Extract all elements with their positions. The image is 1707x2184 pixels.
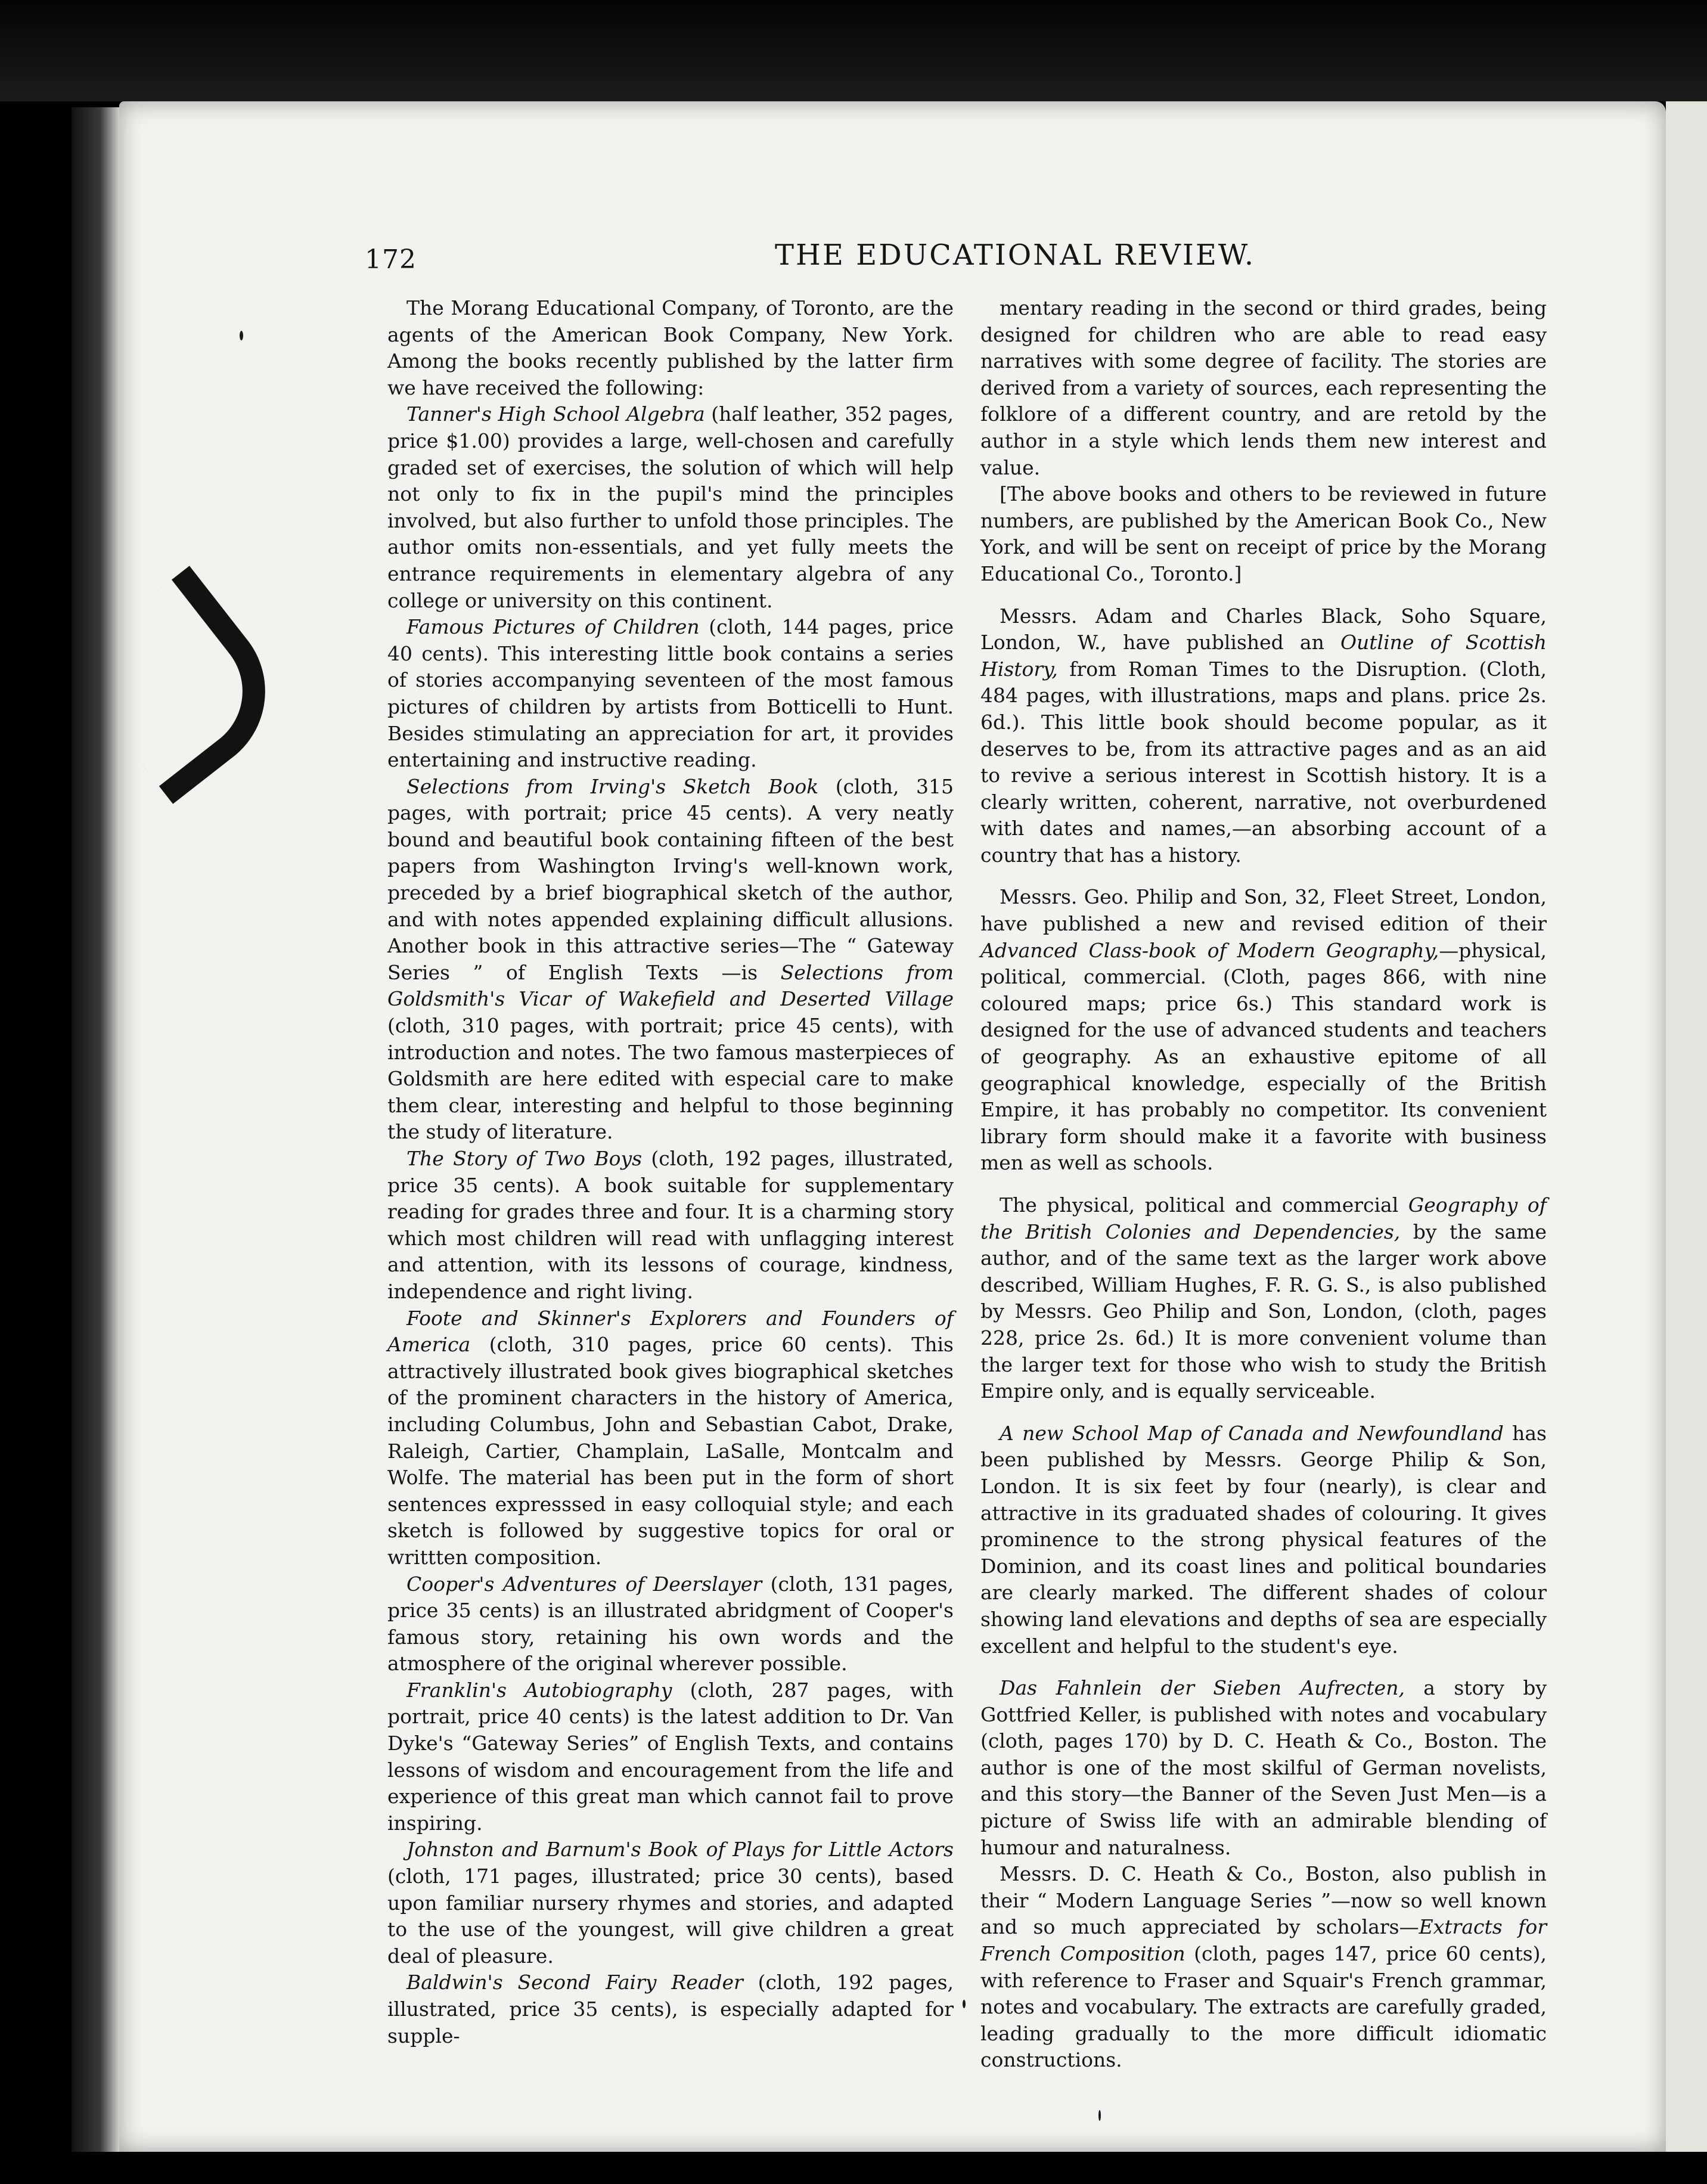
paragraph [980, 1420, 1547, 1659]
book-title: Selections from Goldsmith's Vicar of Wakefield and Deserted Village [387, 960, 954, 1011]
book-title: Cooper's Adventures of Deerslayer [406, 1572, 762, 1596]
paragraph [387, 295, 954, 401]
book-title: Foote and Skinner's Explorers and Founders of America [387, 1306, 954, 1357]
book-gutter-shadow [72, 107, 119, 2152]
book-title: A new School Map of Canada and Newfoundland [1000, 1421, 1504, 1445]
paragraph-text: The Morang Educational Company, of Toronto, are the agents of the American Book Company, New York. Among the books recently published by the latter firm we have received the following: [387, 296, 954, 399]
scan-speck [1098, 2110, 1101, 2121]
paragraph-text: by the same author, and of the same text as the larger work above described, William Hughes, F. R. G. S., is also published by Messrs. Geo Philip and Son, London, (cloth, pages 228, price 2s. 6d.) It is more convenient volume than the larger text for those who wish to study the British Empire only, and is equally serviceable. [980, 1220, 1547, 1403]
book-title: Selections from Irving's Sketch Book [406, 774, 819, 798]
book-title: Johnston and Barnum's Book of Plays for Little Actors [406, 1838, 954, 1862]
paragraph [387, 614, 954, 774]
paragraph [980, 884, 1547, 1177]
left-text-column [387, 295, 954, 2049]
book-title: Advanced Class-book of Modern Geography, [980, 938, 1439, 962]
paragraph [387, 1305, 954, 1571]
paragraph-text: [The above books and others to be reviewed in future numbers, are published by the American Book Co., New York, and will be sent on receipt of price by the Morang Educational Co., Toronto.] [980, 482, 1547, 585]
running-title: THE EDUCATIONAL REVIEW. [775, 238, 1256, 272]
paragraph [387, 774, 954, 1146]
paragraph [387, 1836, 954, 1969]
book-title: Extracts for French Composition [980, 1915, 1547, 1966]
book-title: Outline of Scottish History, [980, 631, 1547, 681]
paragraph [980, 1675, 1547, 1861]
paragraph-text: (cloth, 171 pages, illustrated; price 30 cents), based upon familiar nursery rhymes and stories, and adapted to the use of the youngest, will give children a great deal of pleasure. [387, 1865, 954, 1968]
paragraph-text: (cloth, pages 147, price 60 cents), with reference to Fraser and Squair's French grammar, notes and vocabulary. The extracts are carefully graded, leading gradually to the more difficult idiomatic constructions. [980, 1942, 1547, 2072]
book-title: The Story of Two Boys [406, 1147, 643, 1170]
paragraph [387, 1969, 954, 2049]
paragraph [980, 603, 1547, 869]
paragraph [387, 1677, 954, 1837]
paragraph-text: has been published by Messrs. George Philip & Son, London. It is six feet by four (nearly), is clear and attractive in its graduated shades of colouring. It gives prominence to the strong physical features of the Dominion, and its coast lines and political boundaries are clearly marked. The different shades of colour showing land elevations and depths of sea are especially excellent and helpful to the student's eye. [980, 1421, 1547, 1658]
paragraph [980, 1192, 1547, 1405]
book-title: Baldwin's Second Fairy Reader [406, 1971, 743, 1994]
paragraph-text: —physical, political, commercial. (Cloth, pages 866, with nine coloured maps; price 6s.) This standard work is designed for the use of advanced students and teachers of geography. As an exhaustive epitome of all geographical knowledge, especially of the British Empire, it has probably no competitor. Its convenient library form should make it a favorite with business men as well as schools. [980, 938, 1547, 1175]
paragraph-text: (cloth, 192 pages, illustrated, price 35 cents), is especially adapted for supple- [387, 1971, 954, 2048]
book-title: Das Fahnlein der Sieben Aufrecten, [1000, 1676, 1405, 1700]
paragraph-text: Messrs. D. C. Heath & Co., Boston, also publish in their “ Modern Language Series ”—now so well known and so much appreciated by scholars— [980, 1862, 1547, 1939]
paragraph-text: (cloth, 131 pages, price 35 cents) is an illustrated abridgment of Cooper's famous story, retaining his own words and the atmosphere of the original wherever possible. [387, 1572, 954, 1676]
scan-speck [240, 331, 243, 340]
paragraph [387, 401, 954, 614]
paragraph [387, 1571, 954, 1677]
paragraph-text: (cloth, 144 pages, price 40 cents). This interesting little book contains a series of stories accompanying seventeen of the most famous pictures of children by artists from Botticelli to Hunt. Besides stimulating an appreciation for art, it provides entertaining and instructive reading. [387, 615, 954, 772]
scan-speck [963, 2000, 966, 2008]
right-text-column [980, 295, 1547, 2074]
scan-top-border [0, 0, 1707, 101]
facing-page-edge [1666, 101, 1707, 2152]
paragraph [387, 1146, 954, 1305]
paragraph [980, 1861, 1547, 2074]
paragraph [980, 481, 1547, 587]
paragraph-text: Messrs. Adam and Charles Black, Soho Square, London, W., have published an [980, 604, 1547, 654]
book-title: Geography of the British Colonies and Dependencies, [980, 1193, 1547, 1243]
paragraph-text: (half leather, 352 pages, price $1.00) provides a large, well-chosen and carefully graded set of exercises, the solution of which will help not only to fix in the pupil's mind the principles involved, but also further to unfold those principles. The author omits non-essentials, and yet fully meets the entrance requirements in elementary algebra of any college or university on this continent. [387, 402, 954, 612]
paragraph-text: (cloth, 310 pages, price 60 cents). This attractively illustrated book gives biographical sketches of the prominent characters in the history of America, including Columbus, John and Sebastian Cabot, Drake, Raleigh, Cartier, Champlain, LaSalle, Montcalm and Wolfe. The material has been put in the form of short sentences expresssed in easy colloquial style; and each sketch is followed by suggestive topics for oral or writtten composition. [387, 1333, 954, 1569]
book-title: Franklin's Autobiography [406, 1678, 672, 1702]
book-title: Famous Pictures of Children [406, 615, 700, 639]
paragraph [980, 295, 1547, 481]
paragraph-text: (cloth, 315 pages, with portrait; price 45 cents). A very neatly bound and beautiful book containing fifteen of the best papers from Washington Irving's well-known work, preceded by a brief biographical sketch of the author, and with notes appended explaining difficult allusions. Another book in this attractive series—The “ Gateway Series ” of English Texts —is [387, 774, 954, 984]
paragraph-text: mentary reading in the second or third grades, being designed for children who are able to read easy narratives with some degree of facility. The stories are derived from a variety of sources, each representing the folklore of a different country, and are retold by the author in a style which lends them new interest and value. [980, 296, 1547, 479]
paragraph-text: from Roman Times to the Disruption. (Cloth, 484 pages, with illustrations, maps and plans. price 2s. 6d.). This little book should become popular, as it deserves to be, from its attractive pages and as an aid to revive a serious interest in Scottish history. It is a clearly written, coherent, narrative, not overburdened with dates and names,—an absorbing account of a country that has a history. [980, 657, 1547, 867]
paragraph-text: Messrs. Geo. Philip and Son, 32, Fleet Street, London, have published a new and revised edition of their [980, 885, 1547, 936]
paragraph-text: (cloth, 287 pages, with portrait, price 40 cents) is the latest addition to Dr. Van Dyke's “Gateway Series” of English Texts, and contains lessons of wisdom and encouragement from the life and experience of this great man which cannot fail to prove inspiring. [387, 1678, 954, 1835]
paragraph-text: a story by Gottfried Keller, is published with notes and vocabulary (cloth, pages 170) by D. C. Heath & Co., Boston. The author is one of the most skilful of German novelists, and this story—the Banner of the Seven Just Men—is a picture of Swiss life with an admirable blending of humour and naturalness. [980, 1676, 1547, 1859]
paragraph-text: The physical, political and commercial [1000, 1193, 1408, 1217]
paragraph-text: (cloth, 310 pages, with portrait; price 45 cents), with introduction and notes. The two famous masterpieces of Goldsmith are here edited with especial care to make them clear, interesting and helpful to those beginning the study of literature. [387, 1014, 954, 1144]
book-title: Tanner's High School Algebra [406, 402, 705, 426]
page-number: 172 [365, 244, 417, 275]
paragraph-text: (cloth, 192 pages, illustrated, price 35 cents). A book suitable for supplementary reading for grades three and four. It is a charming story which most children will read with unflagging interest and attention, with its lessons of courage, kindness, independence and right living. [387, 1147, 954, 1303]
